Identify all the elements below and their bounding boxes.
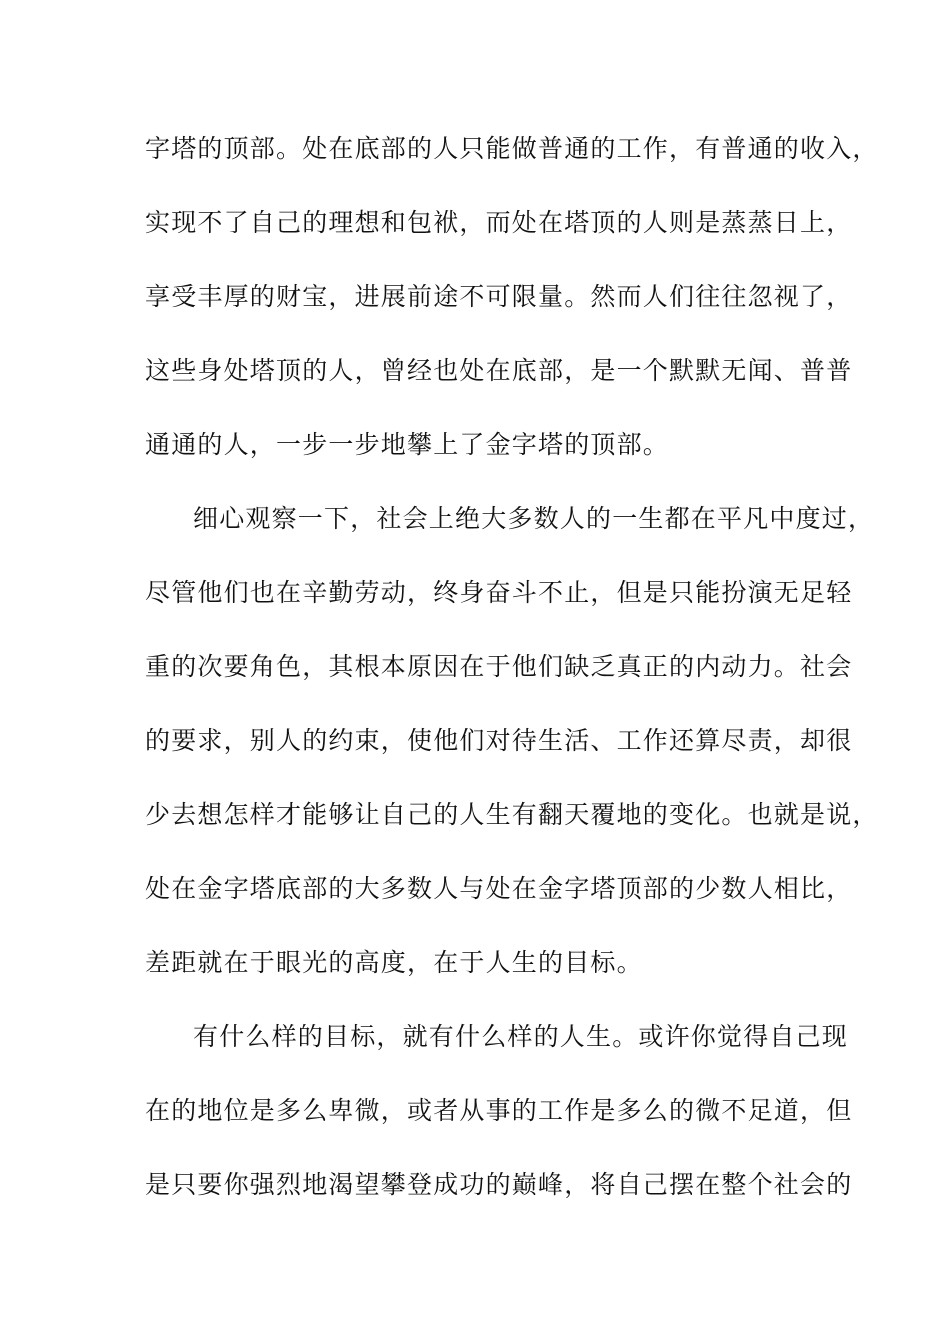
text-line: 差距就在于眼光的高度，在于人生的目标。 (145, 948, 643, 977)
text-line: 的要求，别人的约束，使他们对待生活、工作还算尽责，却很 (145, 726, 853, 755)
text-line: 少去想怎样才能够让自己的人生有翻天覆地的变化。也就是说， (145, 800, 879, 829)
paragraph-start-line: 细心观察一下，社会上绝大多数人的一生都在平凡中度过， (193, 504, 875, 533)
text-line: 字塔的顶部。处在底部的人只能做普通的工作，有普通的收入， (145, 134, 879, 163)
text-line: 处在金字塔底部的大多数人与处在金字塔顶部的少数人相比， (145, 874, 853, 903)
text-line: 享受丰厚的财宝，进展前途不可限量。然而人们往往忽视了， (145, 282, 853, 311)
text-line: 是只要你强烈地渴望攀登成功的巅峰，将自己摆在整个社会的 (145, 1170, 853, 1199)
paragraph-start-line: 有什么样的目标，就有什么样的人生。或许你觉得自己现 (193, 1022, 849, 1051)
text-line: 重的次要角色，其根本原因在于他们缺乏真正的内动力。社会 (145, 652, 853, 681)
text-line: 这些身处塔顶的人，曾经也处在底部，是一个默默无闻、普普 (145, 356, 853, 385)
text-line: 通通的人，一步一步地攀上了金字塔的顶部。 (145, 430, 670, 459)
text-line: 实现不了自己的理想和包袱，而处在塔顶的人则是蒸蒸日上， (145, 208, 853, 237)
text-line: 在的地位是多么卑微，或者从事的工作是多么的微不足道，但 (145, 1096, 853, 1125)
document-body (145, 128, 879, 1238)
text-line: 尽管他们也在辛勤劳动，终身奋斗不止，但是只能扮演无足轻 (145, 578, 853, 607)
